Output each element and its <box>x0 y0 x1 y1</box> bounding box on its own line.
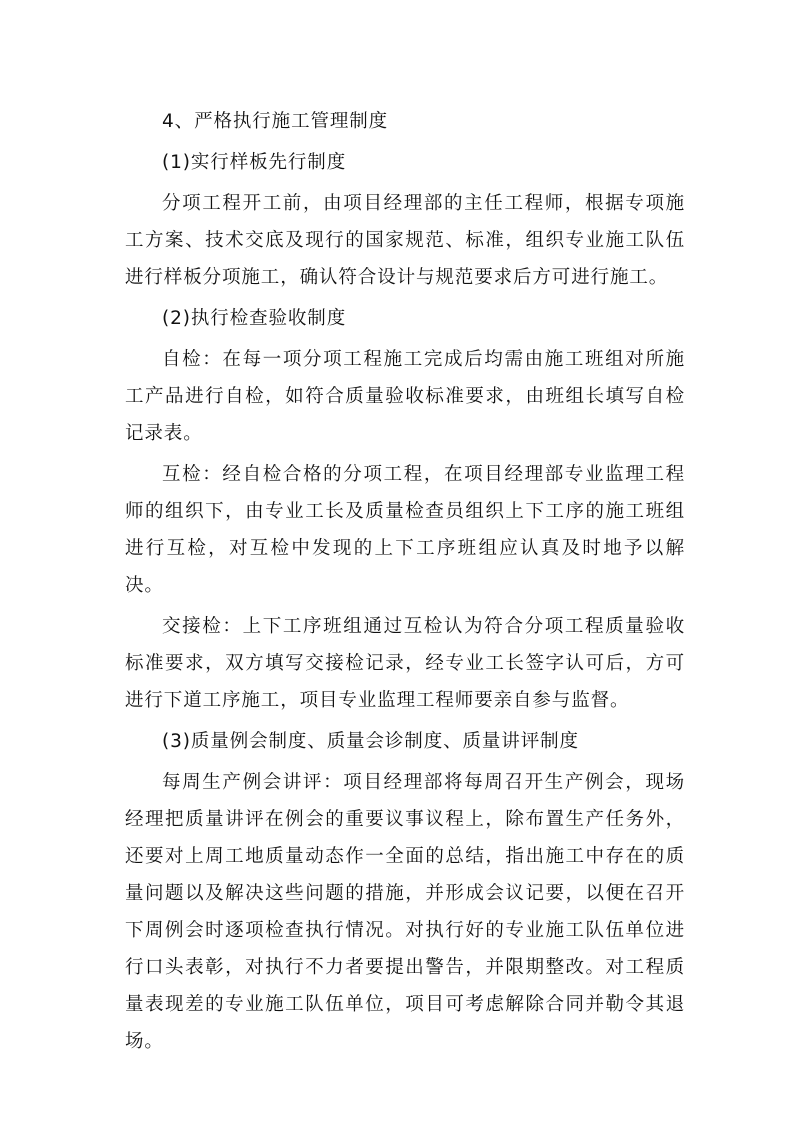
subsection-title-1: (1)实行样板先行制度 <box>162 152 347 173</box>
paragraph-handover-check: 交接检：上下工序班组通过互检认为符合分项工程质量验收标准要求，双方填写交接检记录，经专业工长签字认可后，方可进行下道工序施工，项目专业监理工程师要亲自参与监督。 <box>125 616 685 711</box>
paragraph-sample-first: 分项工程开工前，由项目经理部的主任工程师，根据专项施工方案、技术交底及现行的国家规范、标准，组织专业施工队伍进行样板分项施工，确认符合设计与规范要求后方可进行施工。 <box>125 193 685 288</box>
paragraph-self-check: 自检：在每一项分项工程施工完成后均需由施工班组对所施工产品进行自检，如符合质量验收标准要求，由班组长填写自检记录表。 <box>125 349 685 444</box>
subsection-title-2: (2)执行检查验收制度 <box>162 308 347 329</box>
section-title: 4、严格执行施工管理制度 <box>162 111 389 132</box>
document-body <box>125 103 685 1064</box>
paragraph-mutual-check: 互检：经自检合格的分项工程，在项目经理部专业监理工程师的组织下，由专业工长及质量检查员组织上下工序的施工班组进行互检，对互检中发现的上下工序班组应认真及时地予以解决。 <box>125 464 685 596</box>
subsection-title-3: (3)质量例会制度、质量会诊制度、质量讲评制度 <box>162 731 579 752</box>
paragraph-weekly-meeting: 每周生产例会讲评：项目经理部将每周召开生产例会，现场经理把质量讲评在例会的重要议事议程上，除布置生产任务外，还要对上周工地质量动态作一全面的总结，指出施工中存在的质量问题以及解决这些问题的措施，并形成会议记要，以便在召开下周例会时逐项检查执行情况。对执行好的专业施工队伍单位进行口头表彰，对执行不力者要提出警告，并限期整改。对工程质量表现差的专业施工队伍单位，项目可考虑解除合同并勒令其退场。 <box>125 772 685 1052</box>
